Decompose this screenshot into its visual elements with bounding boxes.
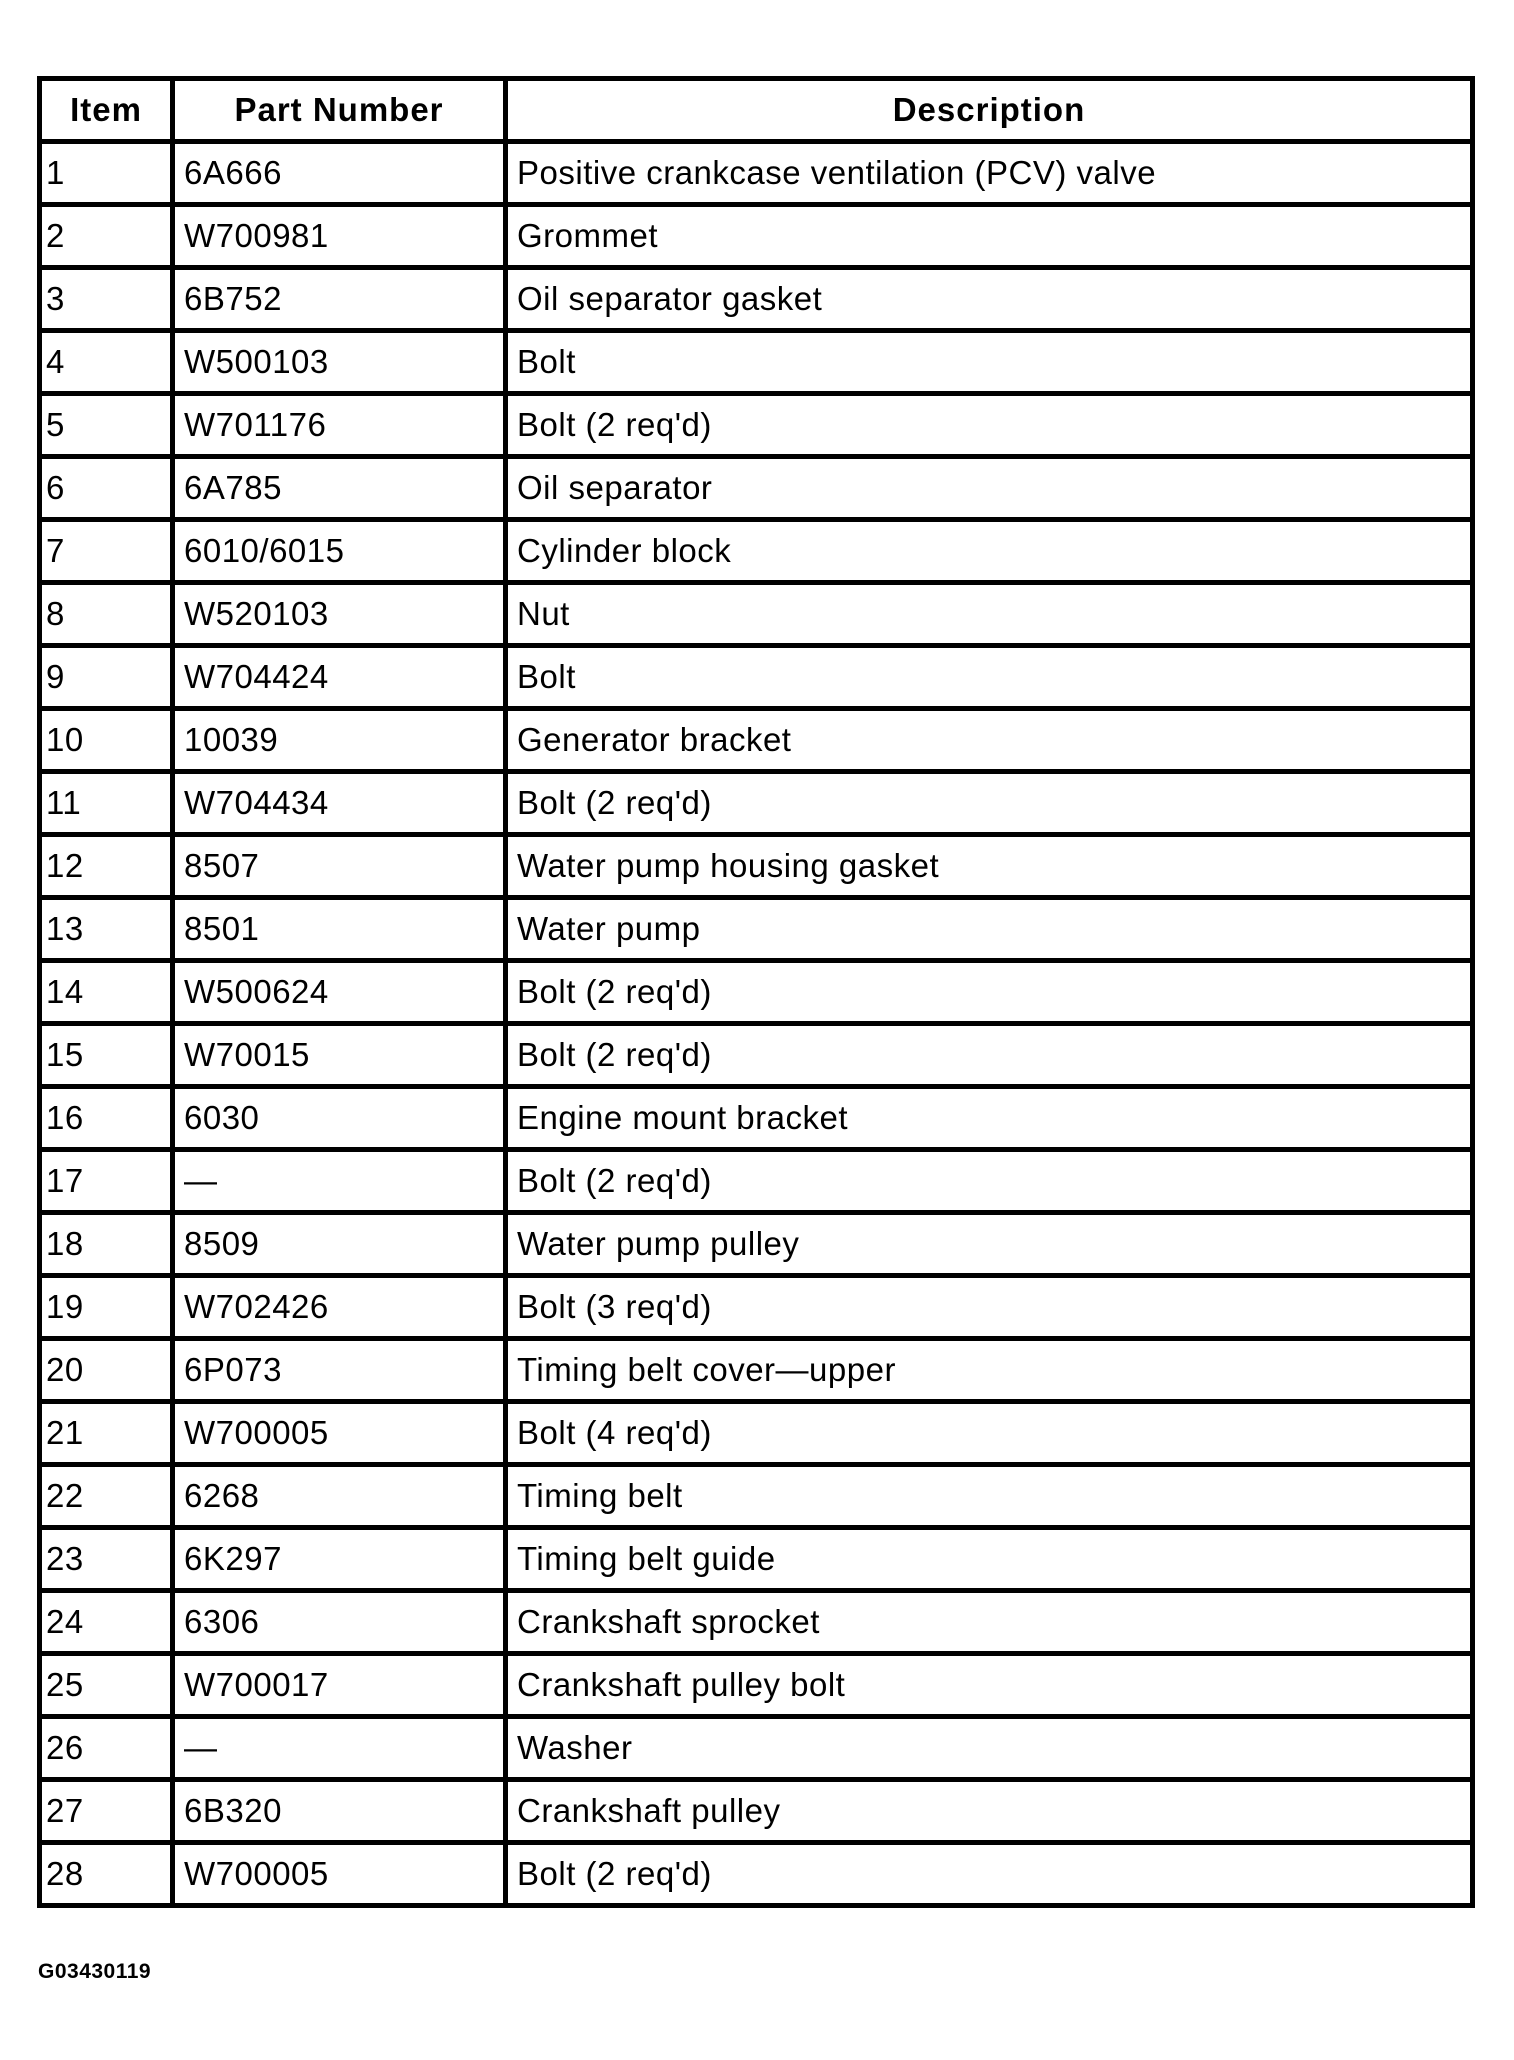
part-number-cell: 10039 <box>173 709 506 772</box>
part-number-cell: W520103 <box>173 583 506 646</box>
item-cell: 24 <box>40 1591 173 1654</box>
description-cell: Washer <box>506 1717 1473 1780</box>
table-row <box>40 1213 1473 1276</box>
description-cell: Bolt <box>506 331 1473 394</box>
description-cell: Water pump housing gasket <box>506 835 1473 898</box>
description-cell: Timing belt cover—upper <box>506 1339 1473 1402</box>
part-number-cell: 6B320 <box>173 1780 506 1843</box>
item-cell: 11 <box>40 772 173 835</box>
part-number-cell: 6P073 <box>173 1339 506 1402</box>
part-number-cell: 8507 <box>173 835 506 898</box>
description-cell: Bolt (4 req'd) <box>506 1402 1473 1465</box>
item-cell: 17 <box>40 1150 173 1213</box>
item-cell: 25 <box>40 1654 173 1717</box>
table-row <box>40 961 1473 1024</box>
item-cell: 10 <box>40 709 173 772</box>
table-row <box>40 646 1473 709</box>
description-cell: Bolt (2 req'd) <box>506 961 1473 1024</box>
description-cell: Cylinder block <box>506 520 1473 583</box>
item-cell: 6 <box>40 457 173 520</box>
part-number-cell: 6010/6015 <box>173 520 506 583</box>
table-row <box>40 583 1473 646</box>
table-row <box>40 520 1473 583</box>
header-part-number: Part Number <box>173 79 506 142</box>
part-number-cell: 8509 <box>173 1213 506 1276</box>
part-number-cell: 6A785 <box>173 457 506 520</box>
description-cell: Bolt (2 req'd) <box>506 394 1473 457</box>
part-number-cell: — <box>173 1717 506 1780</box>
part-number-cell: W701176 <box>173 394 506 457</box>
table-row <box>40 1780 1473 1843</box>
table-row <box>40 1465 1473 1528</box>
part-number-cell: 6306 <box>173 1591 506 1654</box>
item-cell: 5 <box>40 394 173 457</box>
description-cell: Bolt (3 req'd) <box>506 1276 1473 1339</box>
table-row <box>40 1402 1473 1465</box>
description-cell: Oil separator gasket <box>506 268 1473 331</box>
description-cell: Crankshaft pulley <box>506 1780 1473 1843</box>
item-cell: 18 <box>40 1213 173 1276</box>
part-number-cell: W700017 <box>173 1654 506 1717</box>
table-row <box>40 1528 1473 1591</box>
description-cell: Engine mount bracket <box>506 1087 1473 1150</box>
part-number-cell: 6A666 <box>173 142 506 205</box>
description-cell: Water pump <box>506 898 1473 961</box>
description-cell: Generator bracket <box>506 709 1473 772</box>
table-row <box>40 268 1473 331</box>
description-cell: Bolt (2 req'd) <box>506 1024 1473 1087</box>
item-cell: 22 <box>40 1465 173 1528</box>
table-row <box>40 1024 1473 1087</box>
part-number-cell: 6030 <box>173 1087 506 1150</box>
part-number-cell: W500103 <box>173 331 506 394</box>
description-cell: Bolt <box>506 646 1473 709</box>
item-cell: 21 <box>40 1402 173 1465</box>
parts-table-header <box>40 79 1473 142</box>
item-cell: 28 <box>40 1843 173 1906</box>
item-cell: 1 <box>40 142 173 205</box>
item-cell: 12 <box>40 835 173 898</box>
item-cell: 13 <box>40 898 173 961</box>
table-row <box>40 898 1473 961</box>
header-description: Description <box>506 79 1473 142</box>
item-cell: 7 <box>40 520 173 583</box>
table-row <box>40 394 1473 457</box>
table-row <box>40 709 1473 772</box>
table-row <box>40 835 1473 898</box>
table-row <box>40 142 1473 205</box>
description-cell: Bolt (2 req'd) <box>506 1150 1473 1213</box>
item-cell: 20 <box>40 1339 173 1402</box>
item-cell: 14 <box>40 961 173 1024</box>
item-cell: 9 <box>40 646 173 709</box>
item-cell: 8 <box>40 583 173 646</box>
description-cell: Positive crankcase ventilation (PCV) valve <box>506 142 1473 205</box>
table-row <box>40 205 1473 268</box>
part-number-cell: W500624 <box>173 961 506 1024</box>
description-cell: Oil separator <box>506 457 1473 520</box>
item-cell: 26 <box>40 1717 173 1780</box>
table-row <box>40 1087 1473 1150</box>
description-cell: Bolt (2 req'd) <box>506 1843 1473 1906</box>
table-row <box>40 1843 1473 1906</box>
table-row <box>40 1150 1473 1213</box>
table-row <box>40 1339 1473 1402</box>
part-number-cell: W700005 <box>173 1402 506 1465</box>
item-cell: 4 <box>40 331 173 394</box>
table-row <box>40 1654 1473 1717</box>
description-cell: Timing belt guide <box>506 1528 1473 1591</box>
part-number-cell: W704434 <box>173 772 506 835</box>
table-row <box>40 1276 1473 1339</box>
description-cell: Nut <box>506 583 1473 646</box>
header-row <box>40 79 1473 142</box>
part-number-cell: 8501 <box>173 898 506 961</box>
item-cell: 3 <box>40 268 173 331</box>
item-cell: 2 <box>40 205 173 268</box>
item-cell: 19 <box>40 1276 173 1339</box>
description-cell: Water pump pulley <box>506 1213 1473 1276</box>
description-cell: Grommet <box>506 205 1473 268</box>
description-cell: Crankshaft pulley bolt <box>506 1654 1473 1717</box>
parts-table <box>37 76 1475 1908</box>
item-cell: 27 <box>40 1780 173 1843</box>
parts-table-body <box>40 142 1473 1906</box>
item-cell: 23 <box>40 1528 173 1591</box>
description-cell: Bolt (2 req'd) <box>506 772 1473 835</box>
table-row <box>40 772 1473 835</box>
header-item: Item <box>40 79 173 142</box>
item-cell: 16 <box>40 1087 173 1150</box>
item-cell: 15 <box>40 1024 173 1087</box>
part-number-cell: 6B752 <box>173 268 506 331</box>
part-number-cell: 6268 <box>173 1465 506 1528</box>
part-number-cell: W704424 <box>173 646 506 709</box>
part-number-cell: — <box>173 1150 506 1213</box>
table-row <box>40 331 1473 394</box>
part-number-cell: 6K297 <box>173 1528 506 1591</box>
part-number-cell: W700981 <box>173 205 506 268</box>
figure-code: G03430119 <box>38 1960 152 1983</box>
description-cell: Timing belt <box>506 1465 1473 1528</box>
part-number-cell: W700005 <box>173 1843 506 1906</box>
description-cell: Crankshaft sprocket <box>506 1591 1473 1654</box>
part-number-cell: W702426 <box>173 1276 506 1339</box>
table-row <box>40 457 1473 520</box>
table-row <box>40 1591 1473 1654</box>
part-number-cell: W70015 <box>173 1024 506 1087</box>
table-row <box>40 1717 1473 1780</box>
